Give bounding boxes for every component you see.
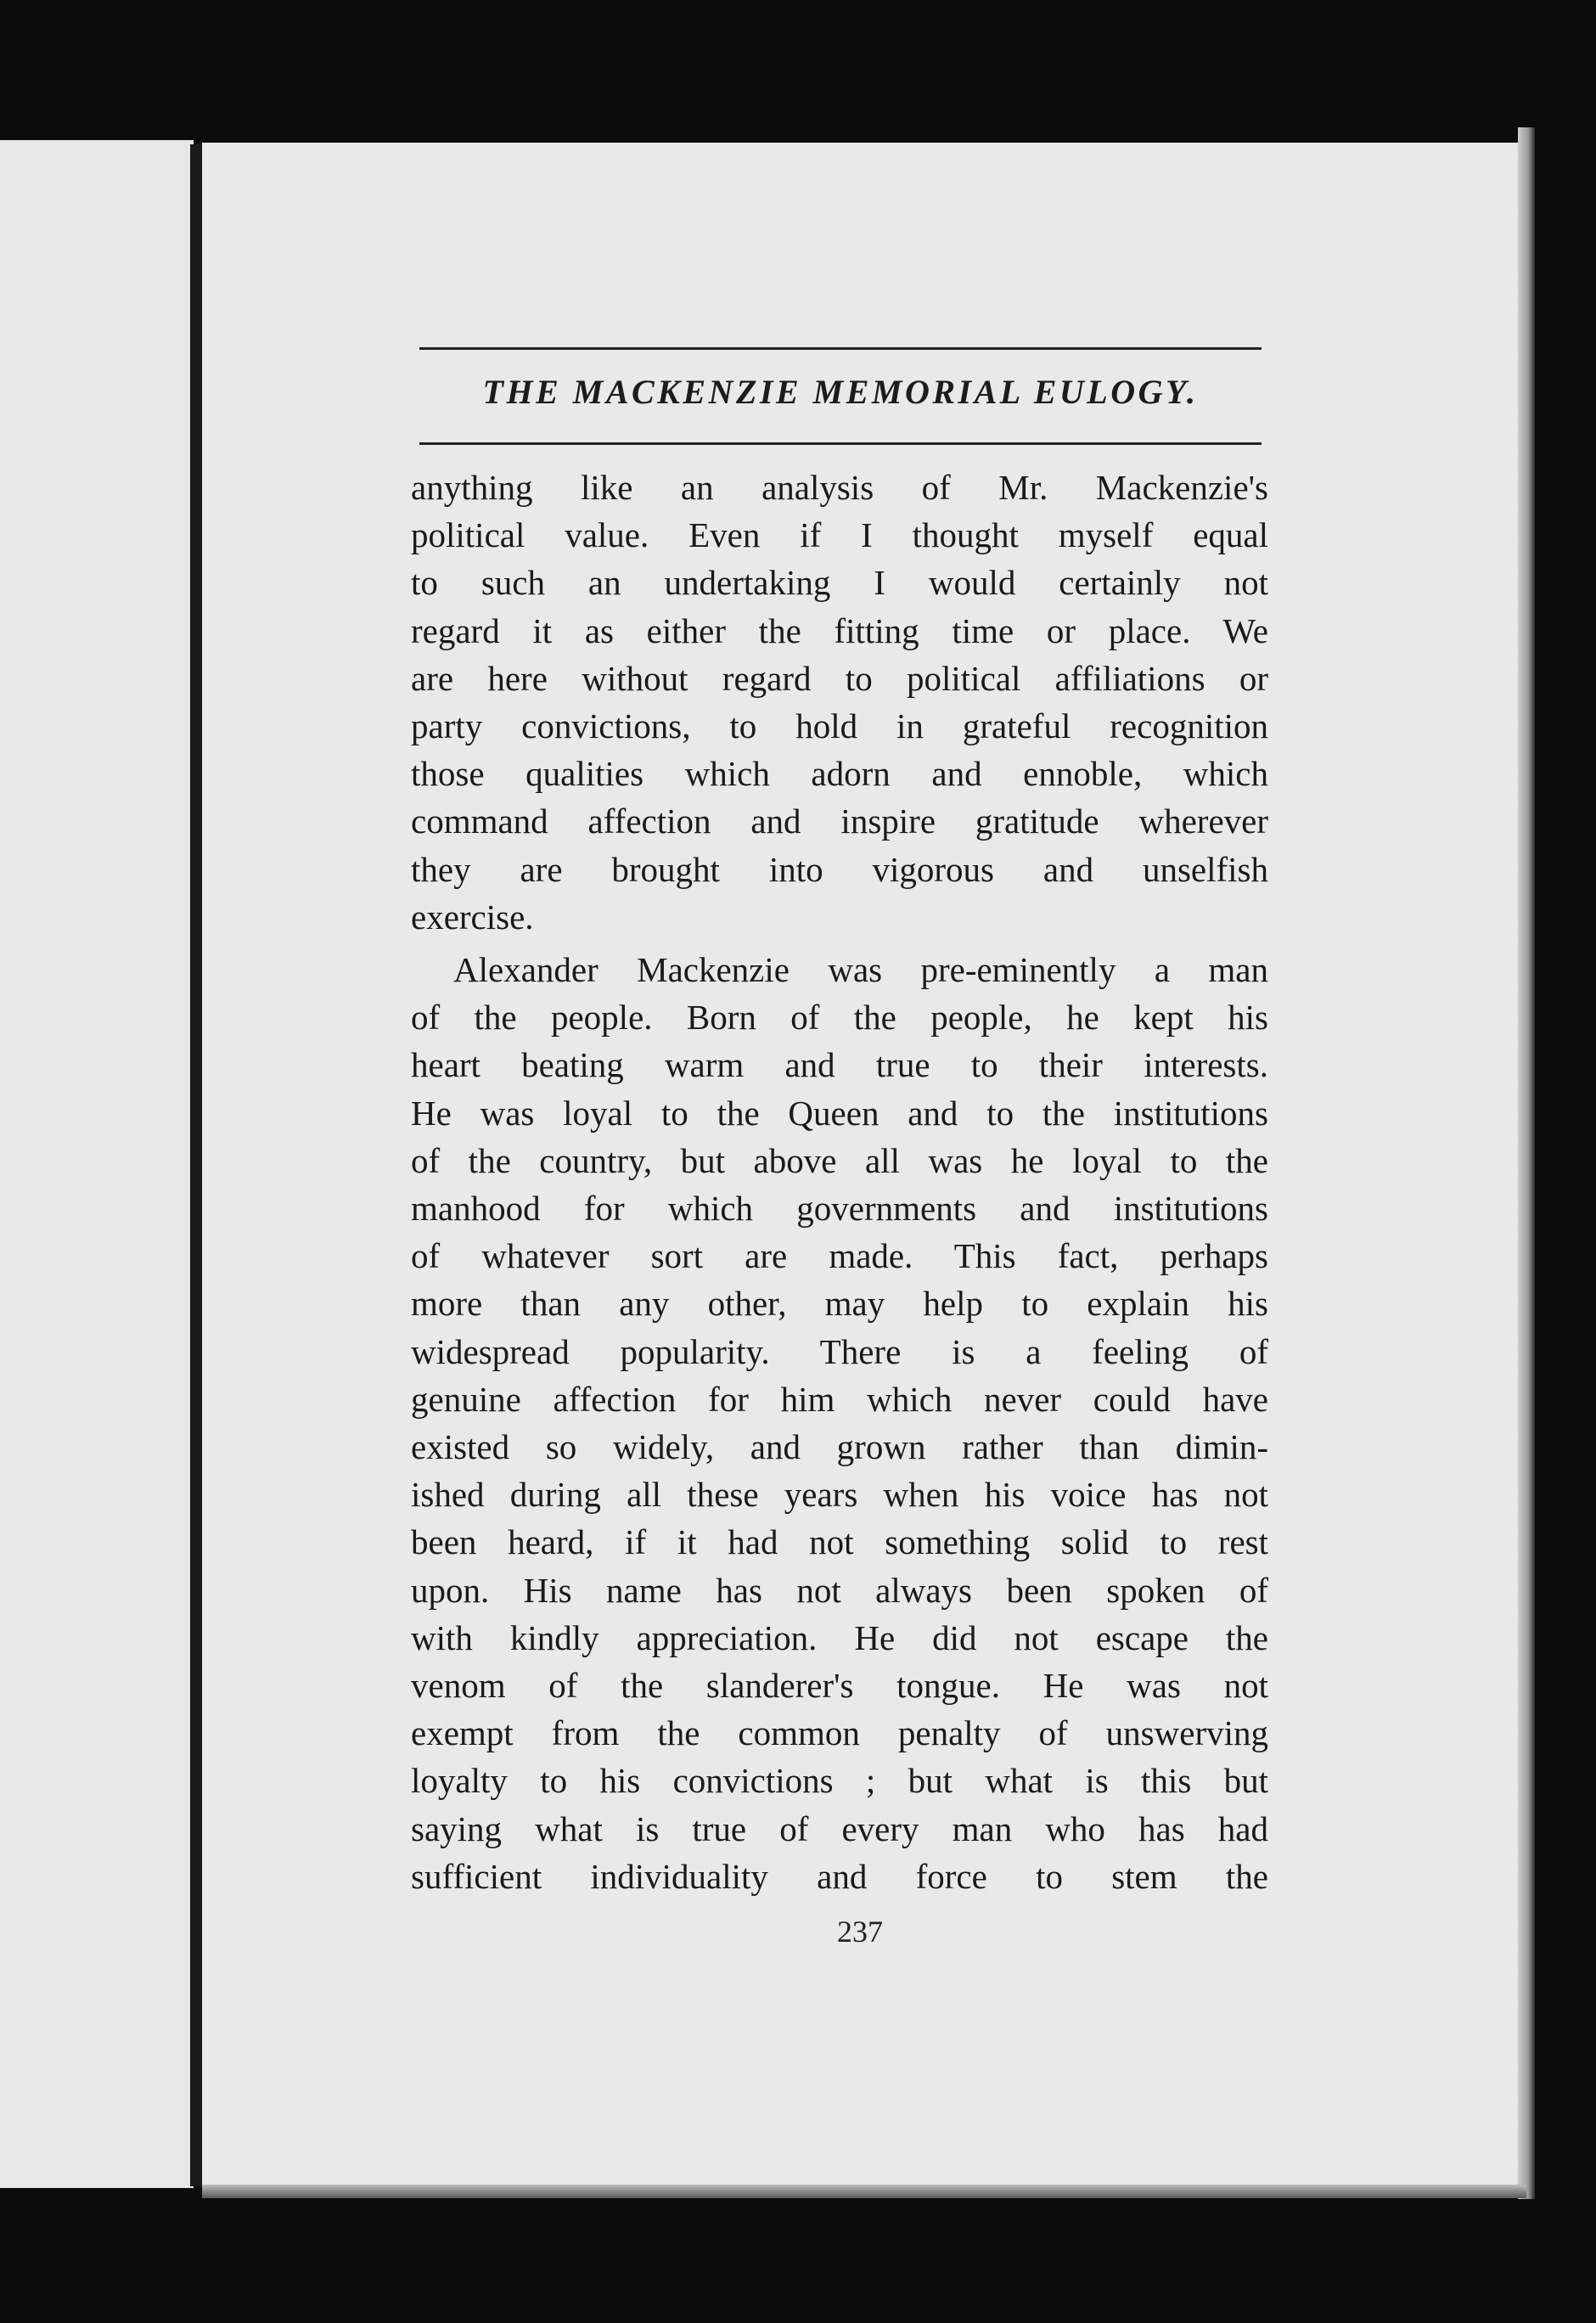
- text-line: party convictions, to hold in grateful recognition: [411, 706, 1268, 746]
- text-line: genuine affection for him which never could have: [411, 1379, 1268, 1419]
- text-line: manhood for which governments and institutions: [411, 1189, 1268, 1229]
- text-line: been heard, if it had not something solid to rest: [411, 1522, 1268, 1562]
- text-line: upon. His name has not always been spoken of: [411, 1570, 1268, 1610]
- text-line: of whatever sort are made. This fact, perhaps: [411, 1236, 1268, 1276]
- text-line: regard it as either the fitting time or place. We: [411, 610, 1268, 650]
- text-line: political value. Even if I thought myself equal: [411, 515, 1268, 555]
- page-number: 237: [837, 1915, 883, 1949]
- left-page: [0, 140, 194, 2188]
- text-line: widespread popularity. There is a feeling of: [411, 1331, 1268, 1371]
- text-line: exempt from the common penalty of unswerving: [411, 1713, 1268, 1753]
- text-line: saying what is true of every man who has had: [411, 1808, 1268, 1848]
- text-line: existed so widely, and grown rather than dimin-: [411, 1427, 1268, 1467]
- text-line: He was loyal to the Queen and to the institutions: [411, 1093, 1268, 1133]
- folio-area: [202, 0, 1518, 2323]
- text-line: ished during all these years when his voice has not: [411, 1475, 1268, 1515]
- text-line: exercise.: [411, 897, 534, 937]
- page-edge: [1518, 127, 1535, 2199]
- text-line: anything like an analysis of Mr. Mackenzie's: [411, 468, 1268, 507]
- text-line: with kindly appreciation. He did not escape the: [411, 1617, 1268, 1657]
- text-line: heart beating warm and true to their interests.: [411, 1045, 1268, 1085]
- text-line: to such an undertaking I would certainly not: [411, 563, 1268, 603]
- text-line: more than any other, may help to explain his: [411, 1284, 1268, 1324]
- text-line: of the country, but above all was he loyal to the: [411, 1140, 1268, 1180]
- text-line: are here without regard to political affiliations or: [411, 658, 1268, 698]
- text-line: those qualities which adorn and ennoble, which: [411, 754, 1268, 794]
- running-head: THE MACKENZIE MEMORIAL EULOGY.: [482, 373, 1199, 411]
- text-line: of the people. Born of the people, he kept his: [411, 998, 1268, 1038]
- text-line: they are brought into vigorous and unselfish: [411, 849, 1268, 889]
- text-line: Alexander Mackenzie was pre-eminently a man: [453, 950, 1268, 990]
- text-line: sufficient individuality and force to stem the: [411, 1856, 1268, 1896]
- text-line: venom of the slanderer's tongue. He was not: [411, 1666, 1268, 1706]
- book-gutter: [190, 144, 202, 2186]
- text-line: command affection and inspire gratitude wherever: [411, 802, 1268, 841]
- text-line: loyalty to his convictions ; but what is this but: [411, 1761, 1268, 1801]
